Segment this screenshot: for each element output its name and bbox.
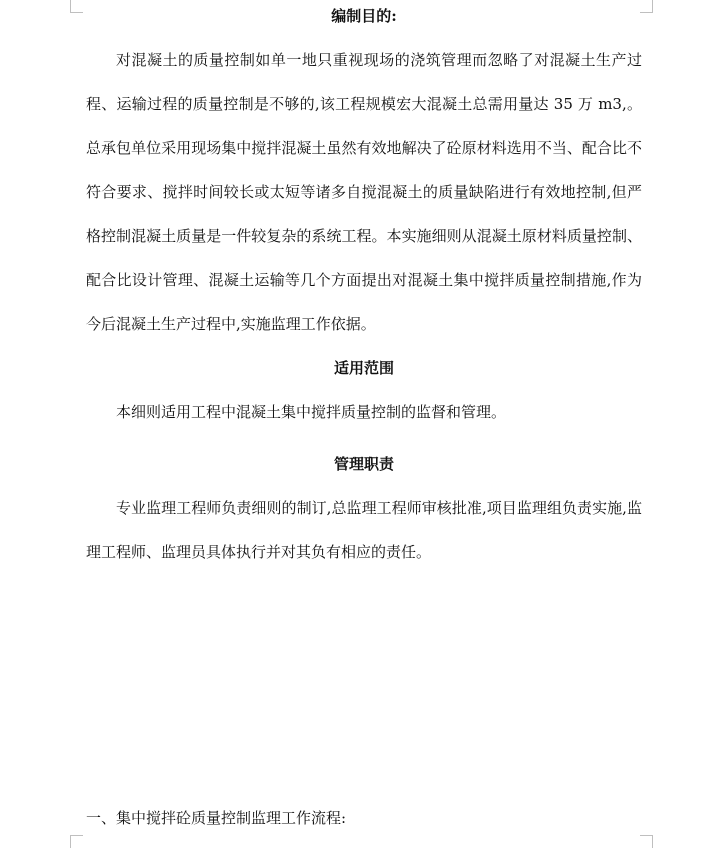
page-corner-mark-top-left xyxy=(70,0,83,13)
workflow-section-heading: 一、集中搅拌砼质量控制监理工作流程: xyxy=(86,809,347,827)
scope-paragraph: 本细则适用工程中混凝土集中搅拌质量控制的监督和管理。 xyxy=(116,403,507,421)
scope-heading: 适用范围 xyxy=(333,359,394,377)
document-body xyxy=(86,4,642,574)
duty-paragraph: 专业监理工程师负责细则的制订,总监理工程师审核批准,项目监理组负责实施,监理工程师、监理员具体执行并对其负有相应的责任。 xyxy=(86,499,642,561)
duty-heading: 管理职责 xyxy=(333,455,394,473)
purpose-paragraph: 对混凝土的质量控制如单一地只重视现场的浇筑管理而忽略了对混凝土生产过程、运输过程的质量控制是不够的,该工程规模宏大混凝土总需用量达 35 万 m3,。总承包单位采用现场集中搅拌混凝土虽然有效地解决了砼原材料选用不当、配合比不符合要求、搅拌时间较长或太短等诸多自搅混凝土的质量缺陷进行有效地控制,但严格控制混凝土质量是一件较复杂的系统工程。本实施细则从混凝土原材料质量控制、配合比设计管理、混凝土运输等几个方面提出对混凝土集中搅拌质量控制措施,作为今后混凝土生产过程中,实施监理工作依据。 xyxy=(86,51,642,333)
page-corner-mark-bottom-left xyxy=(70,835,83,848)
purpose-heading: 编制目的: xyxy=(331,7,397,25)
page-corner-mark-bottom-right xyxy=(640,835,653,848)
